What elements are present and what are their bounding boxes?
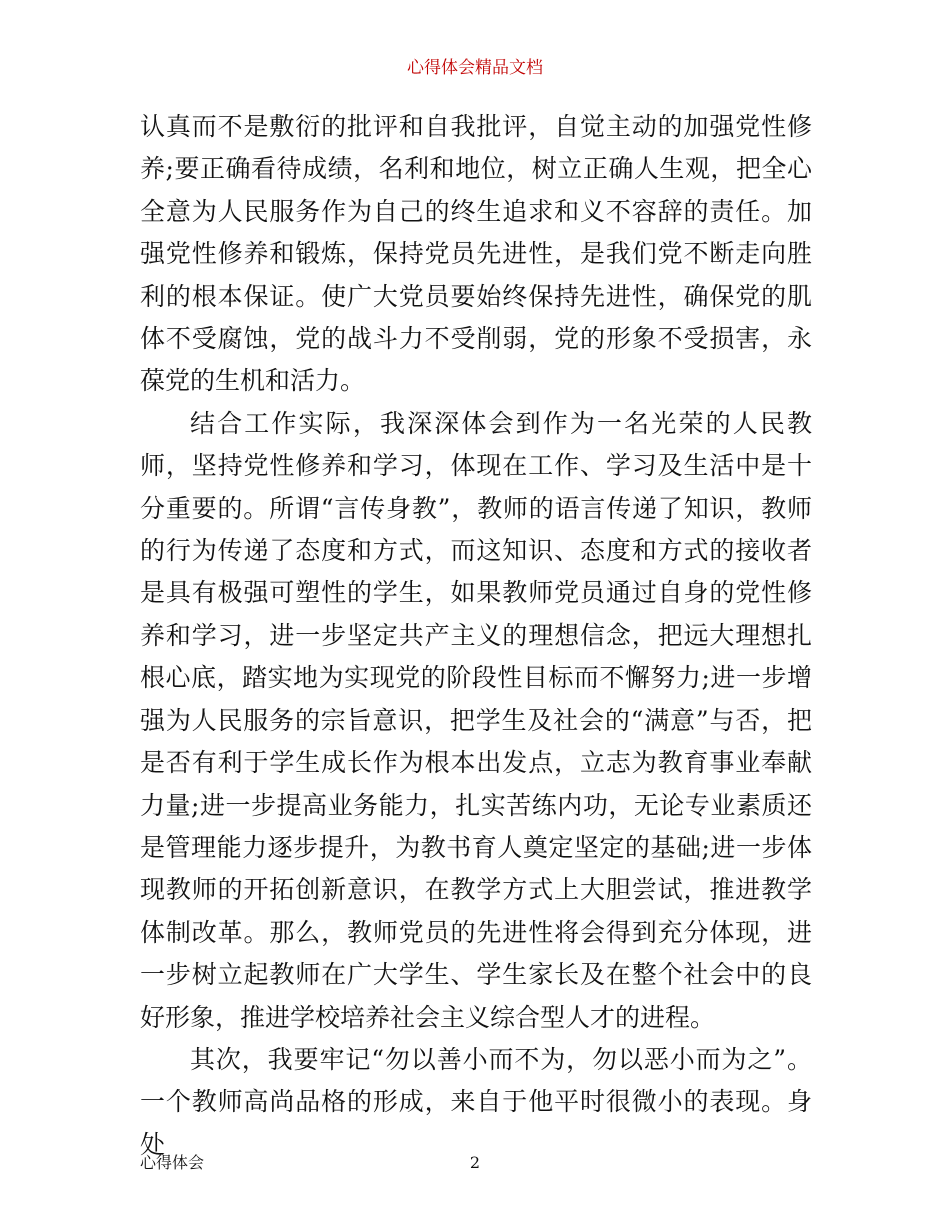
paragraph: 其次，我要牢记“勿以善小而不为，勿以恶小而为之”。一个教师高尚品格的形成，来自于他平时很微小的表现。身处 — [140, 1044, 812, 1159]
page-header-title: 心得体会精品文档 — [407, 58, 543, 78]
paragraph: 认真而不是敷衍的批评和自我批评，自觉主动的加强党性修养;要正确看待成绩，名利和地位，树立正确人生观，把全心全意为人民服务作为自己的终生追求和义不容辞的责任。加强党性修养和锻炼，保持党员先进性，是我们党不断走向胜利的根本保证。使广大党员要始终保持先进性，确保党的肌体不受腐蚀，党的战斗力不受削弱，党的形象不受损害，永葆党的生机和活力。 — [140, 112, 812, 396]
paragraph: 结合工作实际，我深深体会到作为一名光荣的人民教师，坚持党性修养和学习，体现在工作、学习及生活中是十分重要的。所谓“言传身教”，教师的语言传递了知识，教师的行为传递了态度和方式，而这知识、态度和方式的接收者是具有极强可塑性的学生，如果教师党员通过自身的党性修养和学习，进一步坚定共产主义的理想信念，把远大理想扎根心底，踏实地为实现党的阶段性目标而不懈努力;进一步增强为人民服务的宗旨意识，把学生及社会的“满意”与否，把是否有利于学生成长作为根本出发点，立志为教育事业奉献力量;进一步提高业务能力，扎实苦练内功，无论专业素质还是管理能力逐步提升，为教书育人奠定坚定的基础;进一步体现教师的开拓创新意识，在教学方式上大胆尝试，推进教学体制改革。那么，教师党员的先进性将会得到充分体现，进一步树立起教师在广大学生、学生家长及在整个社会中的良好形象，推进学校培养社会主义综合型人才的进程。 — [140, 408, 812, 1032]
page-number: 2 — [469, 1153, 481, 1172]
document-body — [140, 106, 812, 1166]
footer-label: 心得体会 — [140, 1153, 205, 1172]
